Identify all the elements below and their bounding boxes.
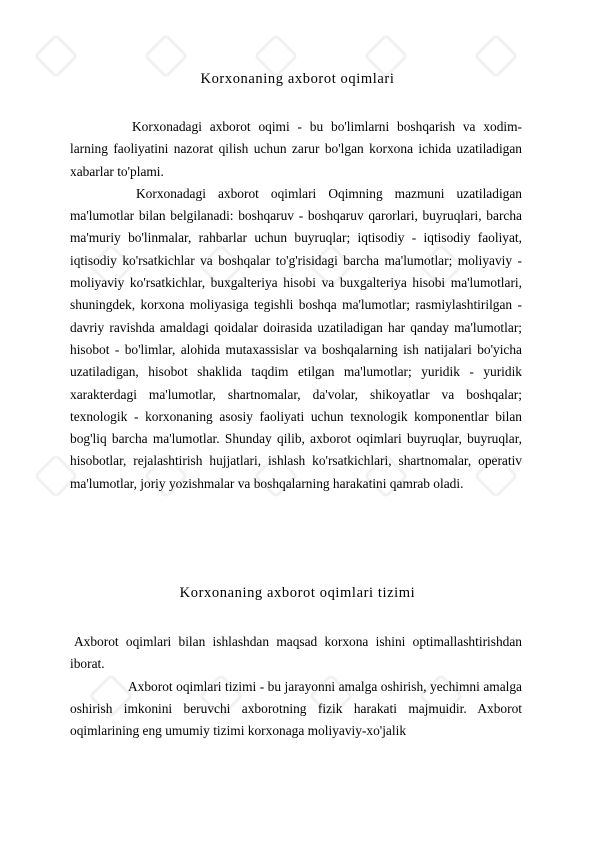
paragraph: Axborot oqimlari bilan ishlashdan maqsad korxona ishini optimallashtirishdan iborat. [70, 634, 522, 672]
section-title-axborot-oqimlari: Korxonaning axborot oqimlari [200, 71, 395, 87]
paragraph: Axborot oqimlari tizimi - bu jarayonni amalga oshirish, yechimni amalga oshirish imkonini beruvchi axborotning fizik harakati majmuidir. Axborot oqimlarining eng umumiy tizimi korxonaga moliyaviy-xo'jalik [70, 678, 522, 739]
section-body-axborot-oqimlari-tizimi [70, 631, 522, 742]
paragraph: Korxonadagi axborot oqimi - bu bo'limlarni boshqarish va xodim-larning faoliyatini nazorat qilish uchun zarur bo'lgan korxona ichida uzatiladigan xabarlar to'plami. [70, 119, 522, 179]
section-title-axborot-oqimlari-tizimi: Korxonaning axborot oqimlari tizimi [179, 585, 416, 601]
section-body-axborot-oqimlari [70, 116, 522, 495]
paragraph: Korxonadagi axborot oqimlari Oqimning mazmuni uzatiladigan ma'lumotlar bilan belgilanadi: boshqaruv - boshqaruv qarorlari, buyruqlari, barcha ma'muriy bo'linmalar, rahbarlar uchun buyruqlar; iqtisodiy - iqtisodiy faoliyat, iqtisodiy ko'rsatkichlar va boshqalar to'g'risidagi barcha ma'lumotlar; moliyaviy - moliyaviy ko'rsatkichlar, buxgalteriya hisobi va buxgalteriya hisobi ma'lumotlari, shuningdek, korxona moliyasiga tegishli boshqa ma'lumotlar; rasmiylashtirilgan - davriy ravishda amaldagi qoidalar doirasida uzatiladigan har qanday ma'lumotlar; hisobot - bo'limlar, alohida mutaxassislar va boshqalarning ish natijalari bo'yicha uzatiladigan, hisobot shaklida taqdim etilgan ma'lumotlar; yuridik - yuridik xarakterdagi ma'lumotlar, shartnomalar, da'volar, shikoyatlar va boshqalar; texnologik - korxonaning asosiy faoliyati uchun texnologik komponentlar bilan bog'liq barcha ma'lumotlar. Shunday qilib, axborot oqimlari buyruqlar, buyruqlar, hisobotlar, rejalashtirish hujjatlari, ishlash ko'rsatkichlari, shartnomalar, operativ ma'lumotlar, joriy yozishmalar va boshqalarning harakatini qamrab oladi. [70, 185, 522, 491]
